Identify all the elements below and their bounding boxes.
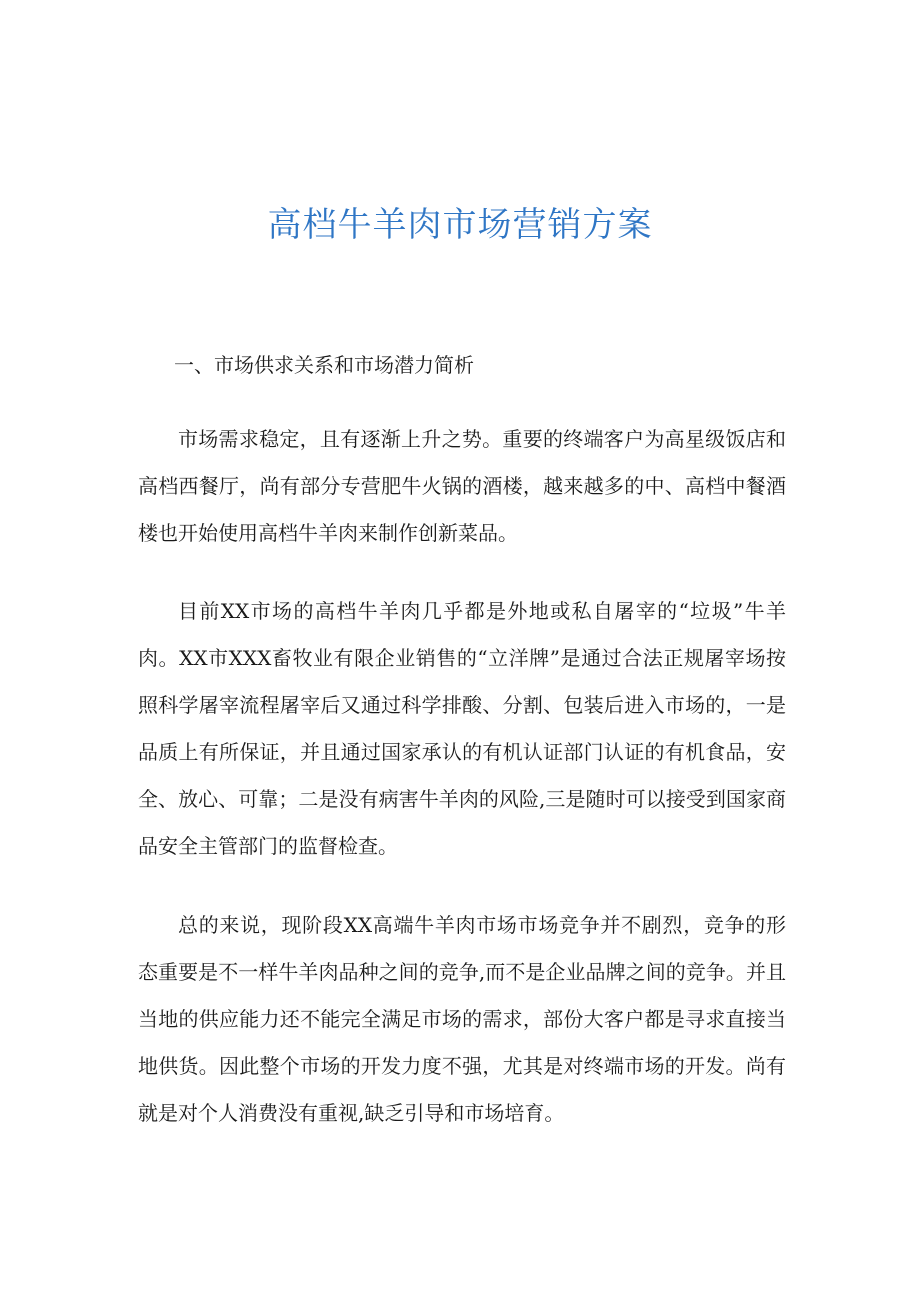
paragraph-current-market: 目前XX市场的高档牛羊肉几乎都是外地或私自屠宰的“垃圾”牛羊肉。XX市XXX畜牧业有限企业销售的“立洋牌”是通过合法正规屠宰场按照科学屠宰流程屠宰后又通过科学排酸、分割、包装后进入市场的，一是品质上有所保证，并且通过国家承认的有机认证部门认证的有机食品，安全、放心、可靠；二是没有病害牛羊肉的风险,三是随时可以接受到国家商品安全主管部门的监督检查。 bbox=[138, 599, 786, 858]
paragraph-competition-summary: 总的来说，现阶段XX高端牛羊肉市场市场竞争并不剧烈，竞争的形态重要是不一样牛羊肉品种之间的竞争,而不是企业品牌之间的竞争。并且当地的供应能力还不能完全满足市场的需求，部份大客户都是寻求直接当地供货。因此整个市场的开发力度不强，尤其是对终端市场的开发。尚有就是对个人消费没有重视,缺乏引导和市场培育。 bbox=[138, 913, 786, 1125]
document-title: 高档牛羊肉市场营销方案 bbox=[267, 205, 653, 245]
section-heading: 一、市场供求关系和市场潜力简析 bbox=[174, 353, 474, 377]
paragraph-market-demand: 市场需求稳定，且有逐渐上升之势。重要的终端客户为高星级饭店和高档西餐厅，尚有部分专营肥牛火锅的酒楼，越来越多的中、高档中餐酒楼也开始使用高档牛羊肉来制作创新菜品。 bbox=[138, 427, 786, 545]
